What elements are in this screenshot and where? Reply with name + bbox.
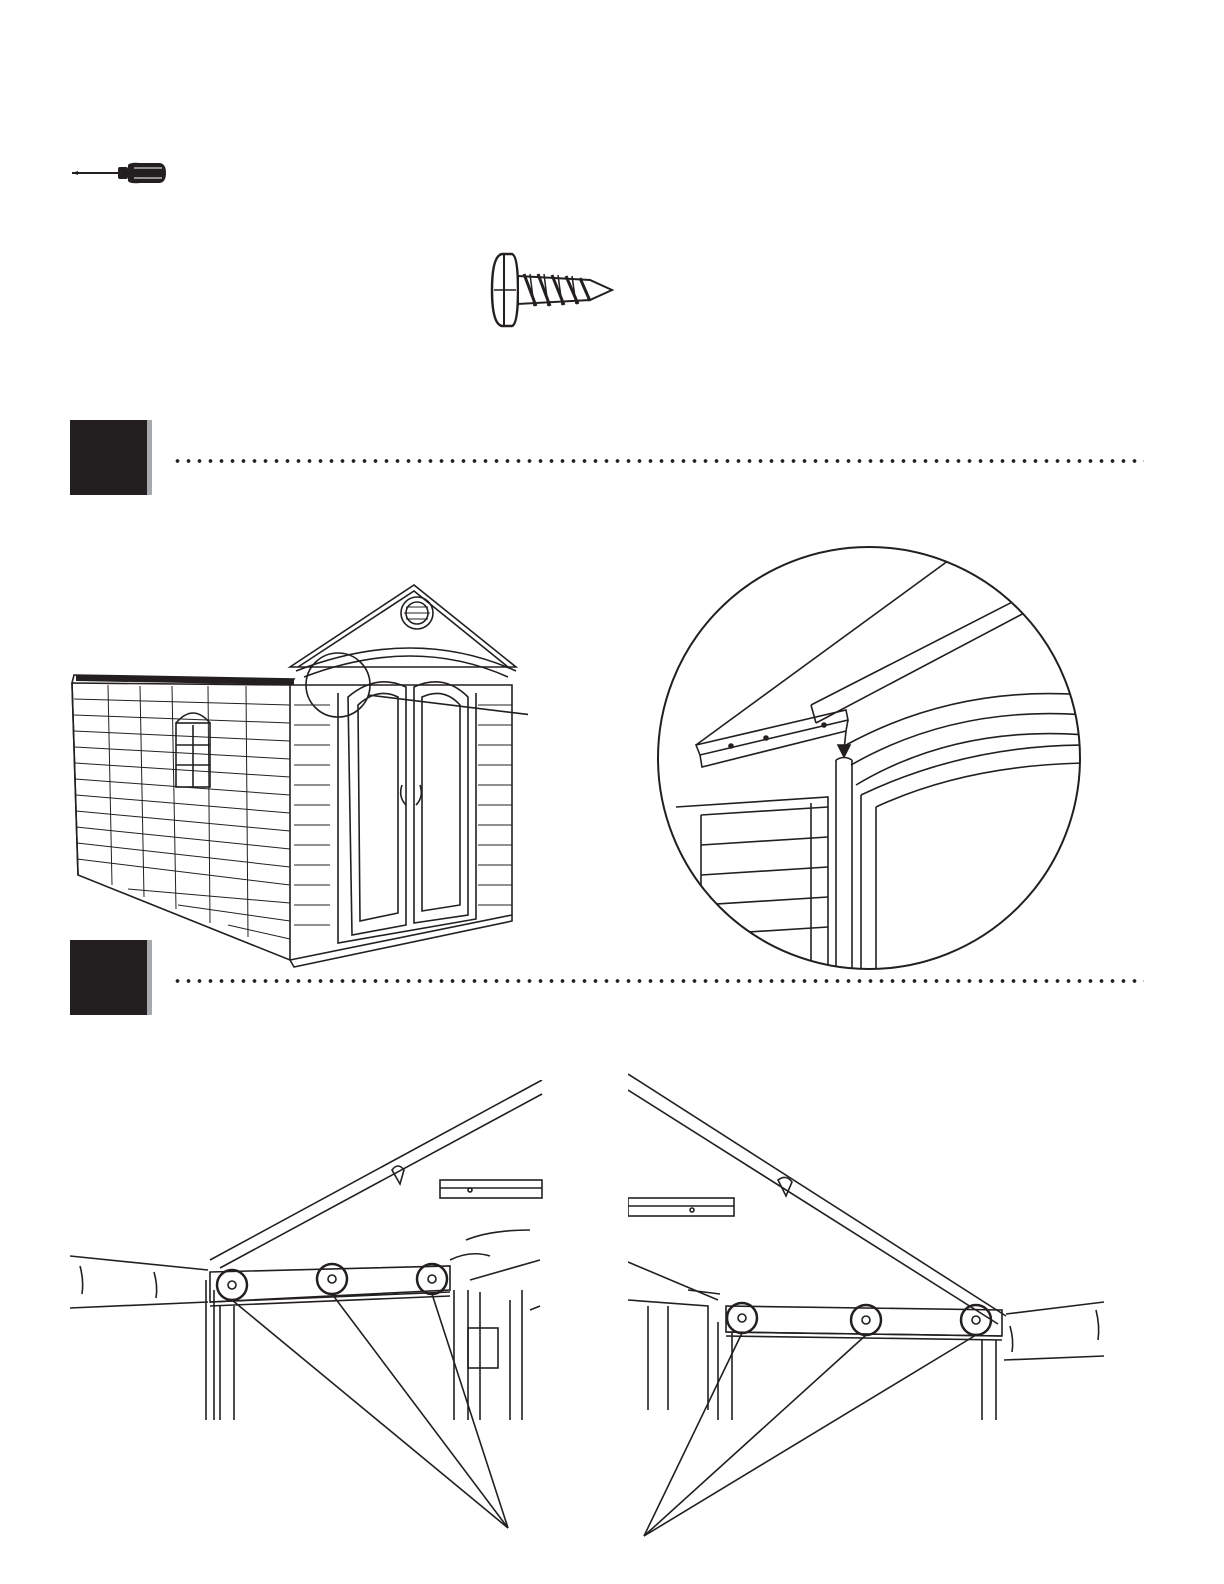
step-marker-b — [70, 940, 152, 1015]
dotted-rule-a — [172, 459, 1144, 463]
pan-head-screw-icon — [490, 250, 620, 330]
interior-view-right — [628, 1070, 1108, 1540]
detail-zoom-circle — [656, 545, 1086, 975]
dotted-rule-b — [172, 979, 1144, 983]
screwdriver-icon — [70, 160, 170, 186]
step-marker-a — [70, 420, 152, 495]
shed-illustration — [68, 575, 528, 970]
interior-view-left — [70, 1080, 550, 1540]
